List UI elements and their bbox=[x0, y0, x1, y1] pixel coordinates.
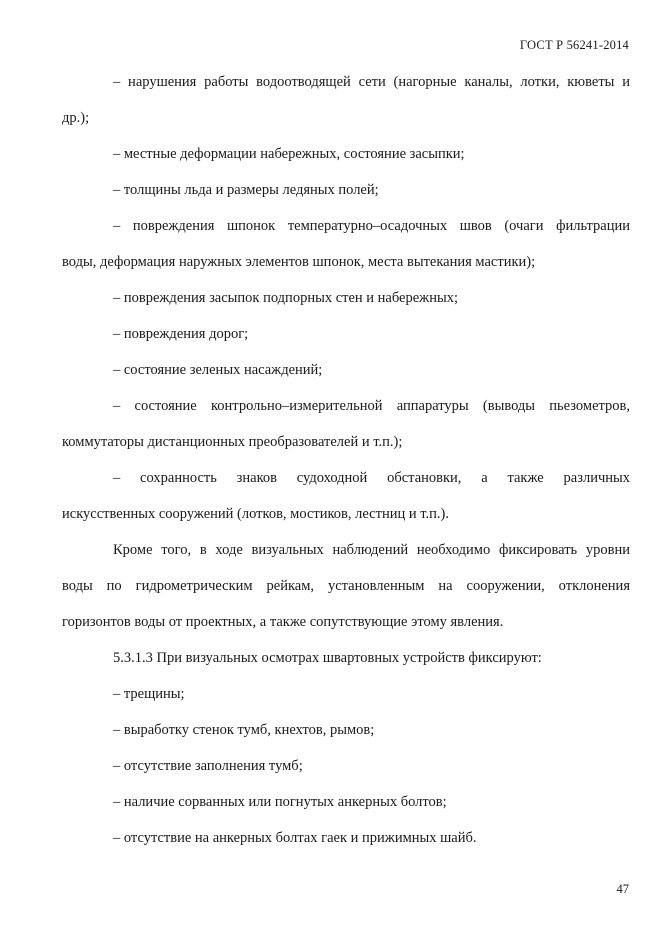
document-body bbox=[62, 64, 630, 856]
text-line: – сохранность знаков судоходной обстановки, а также различных bbox=[113, 470, 630, 486]
text-line: – повреждения шпонок температурно–осадочных швов (очаги фильтрации bbox=[113, 218, 630, 234]
text-line: – местные деформации набережных, состояние засыпки; bbox=[113, 146, 465, 162]
text-line: воды по гидрометрическим рейкам, установленным на сооружении, отклонения bbox=[62, 578, 630, 594]
document-header: ГОСТ Р 56241-2014 bbox=[519, 38, 629, 52]
text-line: коммутаторы дистанционных преобразователей и т.п.); bbox=[62, 434, 403, 450]
text-line: – наличие сорванных или погнутых анкерных болтов; bbox=[113, 794, 447, 810]
text-line: – нарушения работы водоотводящей сети (нагорные каналы, лотки, кюветы и bbox=[113, 74, 630, 90]
text-line: воды, деформация наружных элементов шпонок, места вытекания мастики); bbox=[62, 254, 536, 270]
text-line: – отсутствие заполнения тумб; bbox=[113, 758, 303, 774]
text-line: – выработку стенок тумб, кнехтов, рымов; bbox=[113, 722, 375, 738]
text-line: – повреждения засыпок подпорных стен и набережных; bbox=[113, 290, 458, 306]
text-line: др.); bbox=[62, 110, 90, 126]
text-line: искусственных сооружений (лотков, мостиков, лестниц и т.п.). bbox=[62, 506, 449, 522]
text-line: – толщины льда и размеры ледяных полей; bbox=[113, 182, 379, 198]
text-line: – отсутствие на анкерных болтах гаек и прижимных шайб. bbox=[113, 830, 477, 846]
text-line: Кроме того, в ходе визуальных наблюдений необходимо фиксировать уровни bbox=[113, 542, 630, 558]
text-line: – состояние зеленых насаждений; bbox=[113, 362, 323, 378]
text-line: – повреждения дорог; bbox=[113, 326, 249, 342]
text-line: – трещины; bbox=[113, 686, 185, 702]
text-line: горизонтов воды от проектных, а также сопутствующие этому явления. bbox=[62, 614, 504, 630]
text-line: – состояние контрольно–измерительной аппаратуры (выводы пьезометров, bbox=[113, 398, 630, 414]
text-line: 5.3.1.3 При визуальных осмотрах швартовных устройств фиксируют: bbox=[113, 650, 542, 666]
page-number: 47 bbox=[616, 882, 629, 896]
